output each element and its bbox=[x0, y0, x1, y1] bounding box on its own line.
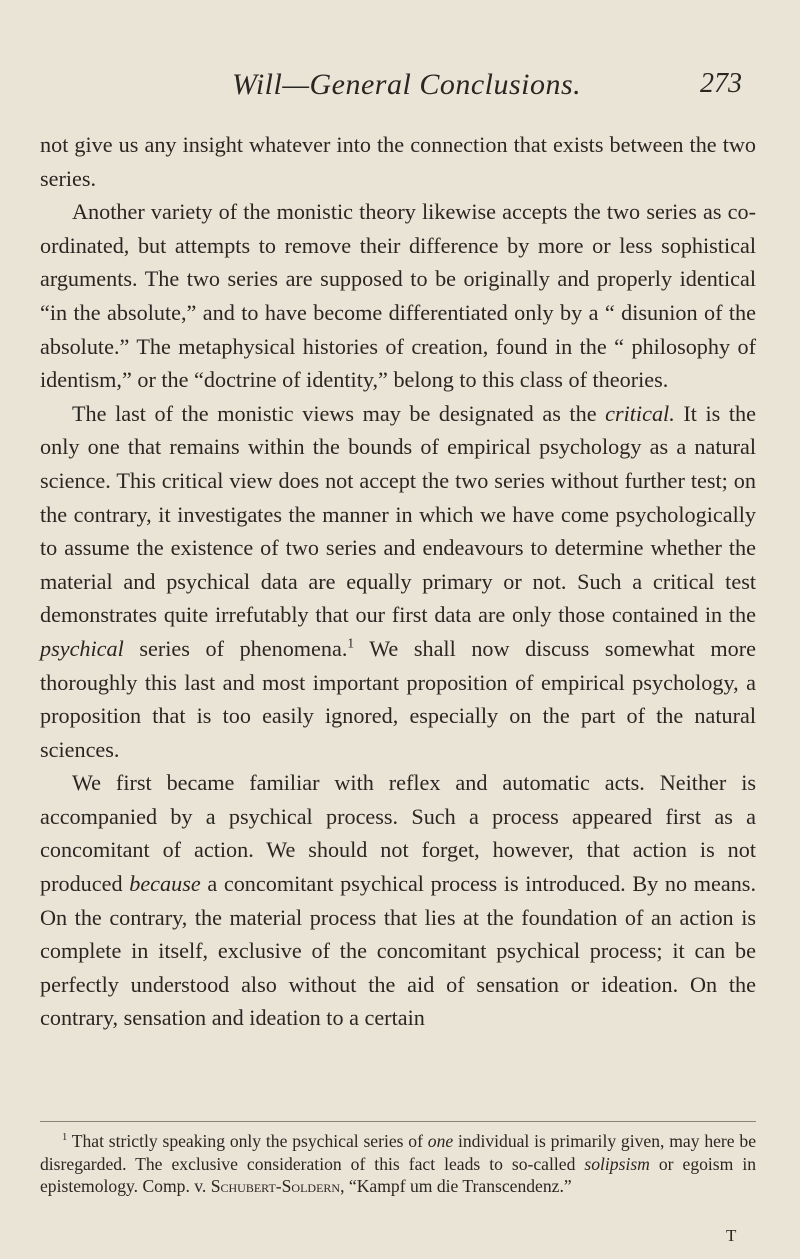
footnote-author: Schubert-Soldern bbox=[210, 1176, 341, 1196]
emphasis-solipsism: solipsism bbox=[584, 1153, 650, 1174]
footnote-segment: or egoism in epistemology. Comp. v. bbox=[40, 1153, 757, 1196]
footnote-mark: 1 bbox=[62, 1132, 68, 1144]
emphasis-psychical: psychical bbox=[40, 635, 124, 661]
paragraph-text: Another variety of the monistic theory likewise accepts the two series as co-ordinated, but attempts to remove their difference by more or less sophistical arguments. The two series are supposed to be originally and properly identical “in the absolute,” and to have become differentiated only by a “ disunion of the absolute.” The metaphysical histories of creation, found in the “ philosophy of identism,” or the “doctrine of identity,” belong to this class of theories. bbox=[40, 199, 756, 393]
paragraph-text: not give us any insight whatever into the connection that exists between the two series. bbox=[40, 132, 756, 191]
page-number: 273 bbox=[700, 68, 742, 99]
body-text bbox=[40, 128, 756, 1035]
signature-mark: T bbox=[726, 1226, 737, 1245]
paragraph-text: a concomitant psychical process is introduced. By no means. On the contrary, the material process that lies at the foundation of an action is complete in itself, exclusive of the concomitant psychical process; it can be perfectly understood also without the aid of sensation or ideation. On the contrary, sensation and ideation to a certain bbox=[40, 871, 756, 1031]
paragraph-reflex-acts bbox=[40, 766, 756, 1035]
paragraph-critical-view bbox=[40, 397, 756, 767]
footnote-text bbox=[40, 1130, 756, 1198]
paragraph-text: It is the only one that remains within the bounds of empirical psychology as a natural science. This critical view does not accept the two series without further test; on the contrary, it investigates the manner in which we have come psychologically to assume the existence of two series and endeavours to determine whether the material and psychical data are equally primary or not. Such a critical test demonstrates quite irrefutably that our first data are only those contained in the bbox=[40, 400, 756, 628]
paragraph-text: series of phenomena. bbox=[123, 635, 348, 661]
paragraph-text: We shall now discuss somewhat more thoroughly this last and most important proposition of empirical psychology, a proposition that is too easily ignored, especially on the part of the natural sciences. bbox=[40, 635, 756, 762]
page-header bbox=[0, 68, 800, 108]
running-title: Will—General Conclusions. bbox=[232, 68, 582, 101]
emphasis-one: one bbox=[427, 1131, 454, 1151]
footnote-divider bbox=[40, 1121, 756, 1122]
paragraph-monistic-variety bbox=[40, 195, 756, 397]
emphasis-because: because bbox=[129, 871, 201, 897]
footnote-segment: individual is primarily given, may here be disregarded. The exclusive consideration of this fact leads to so-called bbox=[40, 1131, 756, 1174]
footnote-segment: , “Kampf um die Transcendenz.” bbox=[340, 1176, 572, 1196]
footnote-reference: 1 bbox=[347, 635, 355, 651]
paragraph-text: We first became familiar with reflex and automatic acts. Neither is accompanied by a psychical process. Such a process appeared first as a concomitant of action. We should not forget, however, that action is not produced bbox=[40, 770, 756, 897]
paragraph-continuation bbox=[40, 128, 756, 195]
footnote bbox=[40, 1130, 756, 1198]
paragraph-text: The last of the monistic views may be designated as the bbox=[72, 400, 606, 426]
footnote-segment: That strictly speaking only the psychical series of bbox=[67, 1131, 428, 1151]
emphasis-critical: critical. bbox=[605, 400, 675, 426]
